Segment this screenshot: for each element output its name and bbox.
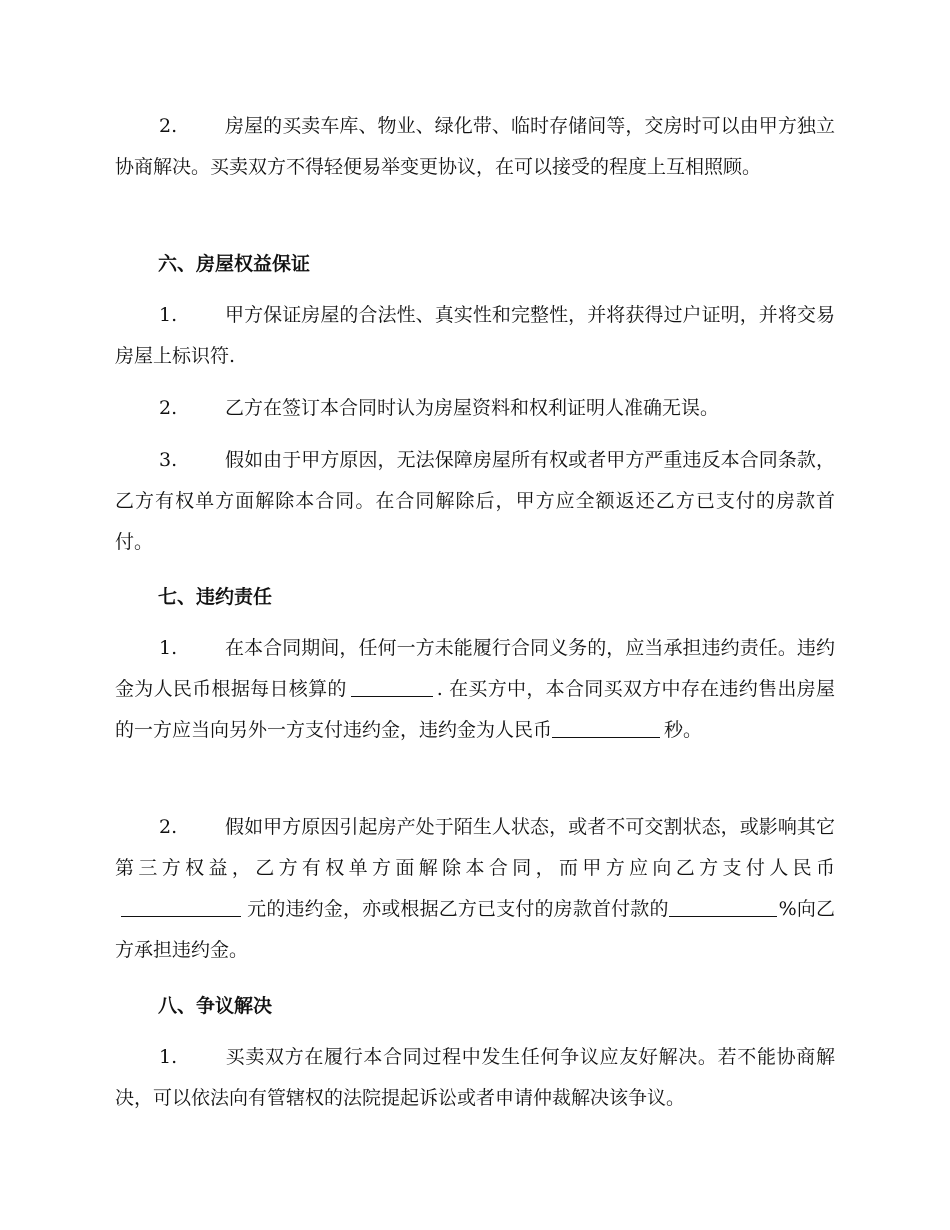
section-7-heading: 七、违约责任: [158, 586, 273, 608]
clause-number: 2.: [159, 816, 178, 838]
clause-number: 1.: [159, 304, 178, 326]
section-7-item-1: [115, 628, 835, 751]
clause-text: 买卖双方在履行本合同过程中发生任何争议应友好解决。若不能协商解决，可以依法向有管辖权的法院提起诉讼或者申请仲裁解决该争议。: [115, 1046, 835, 1109]
clause-text: 假如由于甲方原因，无法保障房屋所有权或者甲方严重违反本合同条款，乙方有权单方面解除本合同。在合同解除后，甲方应全额返还乙方已支付的房款首付。: [115, 449, 835, 553]
section-6-item-3: [115, 440, 835, 563]
fill-in-blank-penalty-amount[interactable]: [552, 736, 660, 738]
section-6-item-1: [115, 295, 835, 377]
clause-number: 1.: [159, 637, 178, 659]
fill-in-blank-percentage[interactable]: [669, 915, 777, 917]
clause-text-part-1: 假如甲方原因引起房产处于陌生人状态，或者不可交割状态，或影响其它第三方权益，乙方有权单方面解除本合同，而甲方应向乙方支付人民币: [115, 816, 835, 879]
clause-text-part-2: 元的违约金，亦或根据乙方已支付的房款首付款的: [247, 898, 669, 920]
section-6-heading: 六、房屋权益保证: [158, 253, 311, 275]
clause-number: 3.: [159, 449, 178, 471]
section-8-item-1: [115, 1037, 835, 1119]
clause-text-part-1: 在本合同期间，任何一方未能履行合同义务的，应当承担违约责任。违约金为人民币根据每日核算的: [115, 637, 835, 700]
clause-text: 甲方保证房屋的合法性、真实性和完整性，并将获得过户证明，并将交易房屋上标识符.: [115, 304, 835, 367]
clause-number: 2.: [159, 397, 178, 419]
clause-number: 1.: [159, 1046, 178, 1068]
clause-text: 房屋的买卖车库、物业、绿化带、临时存储间等，交房时可以由甲方独立协商解决。买卖双方不得轻便易举变更协议，在可以接受的程度上互相照顾。: [115, 115, 835, 178]
clause-text-part-2: . 在买方中，本合同买双方中存在违约售出房屋的一方应当向另外一方支付违约金，违约金为人民币: [115, 678, 835, 741]
section-6-item-2: [115, 388, 835, 429]
clause-text-part-3: %向乙方承担违约金。: [115, 898, 835, 961]
clause-number: 2.: [159, 115, 178, 137]
fill-in-blank-penalty-yuan[interactable]: [121, 915, 241, 917]
fill-in-blank-daily-amount[interactable]: [351, 695, 433, 697]
clause-text: 乙方在签订本合同时认为房屋资料和权利证明人准确无误。: [225, 397, 720, 419]
clause-text-part-3: 秒。: [664, 719, 703, 741]
clause-house-2: [115, 106, 835, 188]
section-8-heading: 八、争议解决: [158, 995, 273, 1017]
section-7-item-2: [115, 807, 835, 971]
